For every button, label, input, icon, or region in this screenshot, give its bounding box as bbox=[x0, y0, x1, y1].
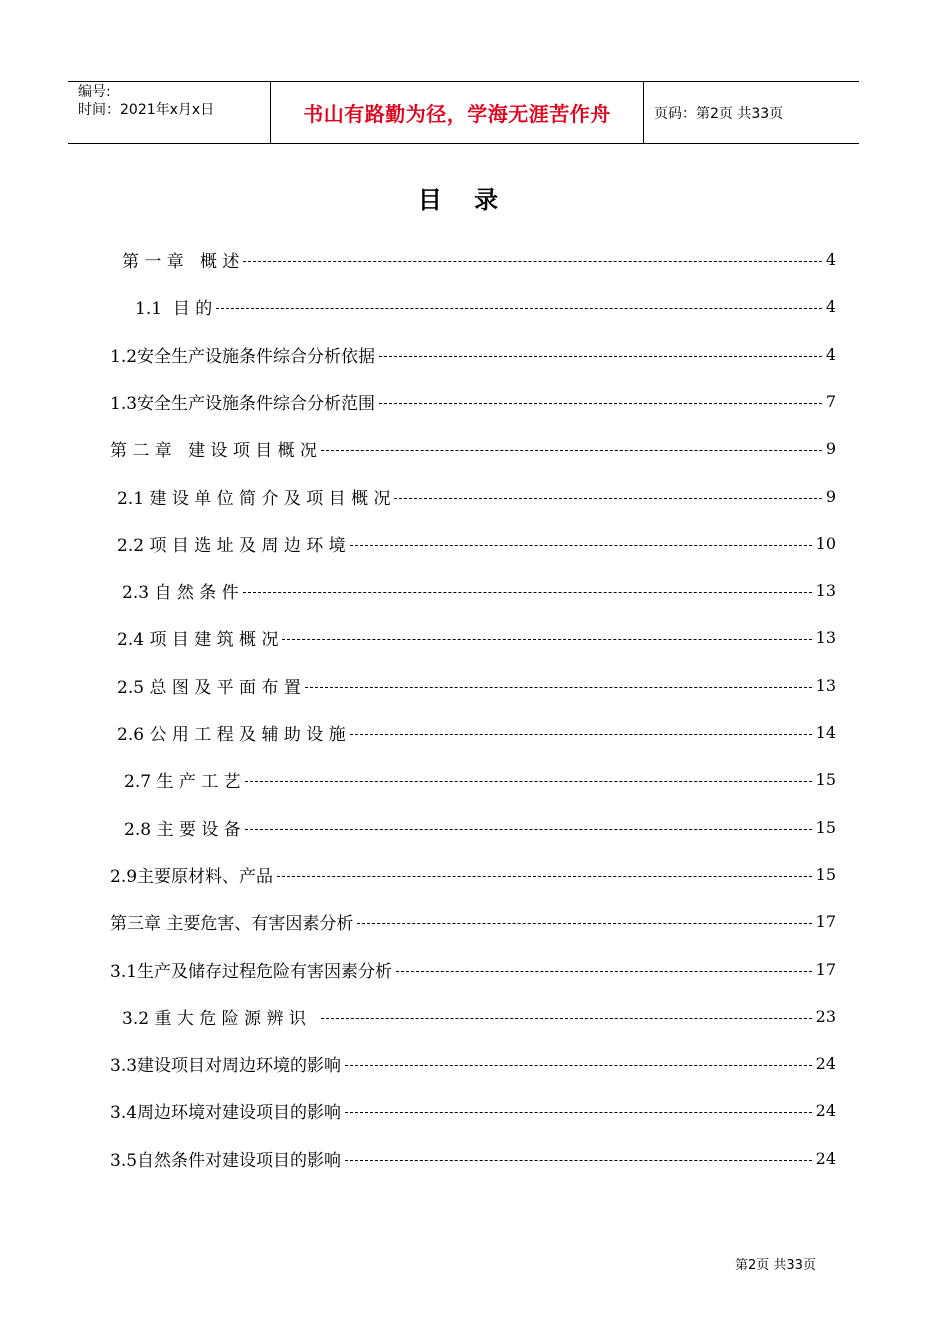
header-right-cell bbox=[644, 82, 859, 143]
toc-entry-page: 15 bbox=[815, 769, 836, 789]
toc-entry-page: 24 bbox=[815, 1100, 836, 1120]
toc-entry-page: 9 bbox=[825, 486, 836, 506]
header-motto: 书山有路勤为径，学海无涯苦作舟 bbox=[303, 102, 611, 126]
toc-entry[interactable] bbox=[117, 532, 836, 554]
toc-leader-line bbox=[277, 876, 812, 877]
header-page-info: 页码：第2页 共33页 bbox=[654, 106, 784, 122]
toc-entry[interactable] bbox=[135, 295, 836, 317]
toc-entry[interactable] bbox=[110, 1147, 836, 1169]
toc-leader-line bbox=[243, 261, 821, 262]
toc-leader-line bbox=[245, 829, 812, 830]
toc-entry-title: 第三章 主要危害、有害因素分析 bbox=[110, 913, 354, 934]
toc-leader-line bbox=[243, 592, 812, 593]
header-center-cell bbox=[270, 82, 644, 143]
toc-leader-line bbox=[394, 498, 821, 499]
toc-entry-title: 3.4周边环境对建设项目的影响 bbox=[110, 1102, 342, 1123]
document-number-label: 编号: bbox=[78, 84, 111, 100]
toc-entry[interactable] bbox=[110, 1052, 836, 1074]
toc-entry-title: 1.1 目 的 bbox=[135, 298, 213, 319]
toc-entry-title: 1.2安全生产设施条件综合分析依据 bbox=[110, 346, 376, 367]
toc-entry-title: 3.1生产及储存过程危险有害因素分析 bbox=[110, 961, 393, 982]
toc-entry[interactable] bbox=[124, 816, 836, 838]
toc-entry-page: 9 bbox=[825, 438, 836, 458]
toc-entry-title: 2.6 公 用 工 程 及 辅 助 设 施 bbox=[117, 724, 346, 745]
toc-entry[interactable] bbox=[110, 958, 836, 980]
toc-leader-line bbox=[379, 403, 822, 404]
toc-entry-page: 24 bbox=[815, 1148, 836, 1168]
toc-entry[interactable] bbox=[124, 768, 836, 790]
toc-entry[interactable] bbox=[110, 910, 836, 932]
toc-entry-page: 4 bbox=[825, 249, 836, 269]
page-footer: 第2页 共33页 bbox=[735, 1258, 816, 1273]
toc-entry-title: 3.5自然条件对建设项目的影响 bbox=[110, 1150, 342, 1171]
toc-entry-page: 14 bbox=[815, 722, 836, 742]
toc-entry-title: 3.3建设项目对周边环境的影响 bbox=[110, 1055, 342, 1076]
toc-entry[interactable] bbox=[110, 437, 836, 459]
toc-leader-line bbox=[345, 1065, 812, 1066]
header-left-cell bbox=[68, 82, 270, 143]
toc-entry-title: 2.7 生 产 工 艺 bbox=[124, 771, 241, 792]
toc-entry-page: 15 bbox=[815, 817, 836, 837]
toc-entry-title: 2.8 主 要 设 备 bbox=[124, 819, 241, 840]
toc-leader-line bbox=[350, 545, 812, 546]
toc-leader-line bbox=[345, 1112, 812, 1113]
toc-entry-title: 1.3安全生产设施条件综合分析范围 bbox=[110, 393, 376, 414]
toc-entry[interactable] bbox=[117, 626, 836, 648]
toc-entry[interactable] bbox=[110, 343, 836, 365]
toc-entry-page: 17 bbox=[815, 911, 836, 931]
toc-entry-title: 第 二 章 建 设 项 目 概 况 bbox=[110, 440, 318, 461]
toc-entry-title: 2.2 项 目 选 址 及 周 边 环 境 bbox=[117, 535, 346, 556]
toc-leader-line bbox=[379, 356, 822, 357]
toc-entry[interactable] bbox=[117, 674, 836, 696]
toc-entry[interactable] bbox=[117, 721, 836, 743]
toc-entry[interactable] bbox=[122, 248, 836, 270]
toc-entry-title: 第 一 章 概 述 bbox=[122, 251, 240, 272]
toc-entry-page: 7 bbox=[825, 391, 836, 411]
toc-leader-line bbox=[321, 1018, 812, 1019]
toc-leader-line bbox=[396, 971, 812, 972]
toc-entry-title: 2.3 自 然 条 件 bbox=[122, 582, 239, 603]
toc-leader-line bbox=[350, 734, 812, 735]
toc-entry-page: 24 bbox=[815, 1053, 836, 1073]
toc-entry-page: 4 bbox=[825, 296, 836, 316]
toc-entry-title: 2.9主要原材料、产品 bbox=[110, 866, 274, 887]
page-title: 目 录 bbox=[417, 186, 511, 214]
toc-entry-page: 15 bbox=[815, 864, 836, 884]
toc-leader-line bbox=[357, 923, 811, 924]
toc-leader-line bbox=[282, 639, 811, 640]
toc-leader-line bbox=[216, 308, 822, 309]
toc-entry-page: 23 bbox=[815, 1006, 836, 1026]
toc-leader-line bbox=[305, 687, 812, 688]
toc-entry[interactable] bbox=[122, 1005, 836, 1027]
toc-entry-page: 13 bbox=[815, 675, 836, 695]
toc-entry[interactable] bbox=[110, 863, 836, 885]
toc-entry-page: 10 bbox=[815, 533, 836, 553]
toc-leader-line bbox=[245, 781, 812, 782]
toc-entry-title: 2.5 总 图 及 平 面 布 置 bbox=[117, 677, 301, 698]
toc-entry-page: 17 bbox=[815, 959, 836, 979]
page-header bbox=[68, 81, 859, 144]
toc-entry[interactable] bbox=[110, 1099, 836, 1121]
toc-entry[interactable] bbox=[117, 485, 836, 507]
toc-entry[interactable] bbox=[110, 390, 836, 412]
toc-leader-line bbox=[321, 450, 822, 451]
toc-entry[interactable] bbox=[122, 579, 836, 601]
toc-entry-title: 2.4 项 目 建 筑 概 况 bbox=[117, 629, 279, 650]
toc-entry-title: 3.2 重 大 危 险 源 辨 识 bbox=[122, 1008, 317, 1029]
toc-leader-line bbox=[345, 1160, 812, 1161]
toc-entry-title: 2.1 建 设 单 位 简 介 及 项 目 概 况 bbox=[117, 488, 391, 509]
toc-entry-page: 13 bbox=[815, 580, 836, 600]
document-date: 时间：2021年x月x日 bbox=[78, 102, 215, 118]
toc-entry-page: 13 bbox=[815, 627, 836, 647]
toc-entry-page: 4 bbox=[825, 344, 836, 364]
